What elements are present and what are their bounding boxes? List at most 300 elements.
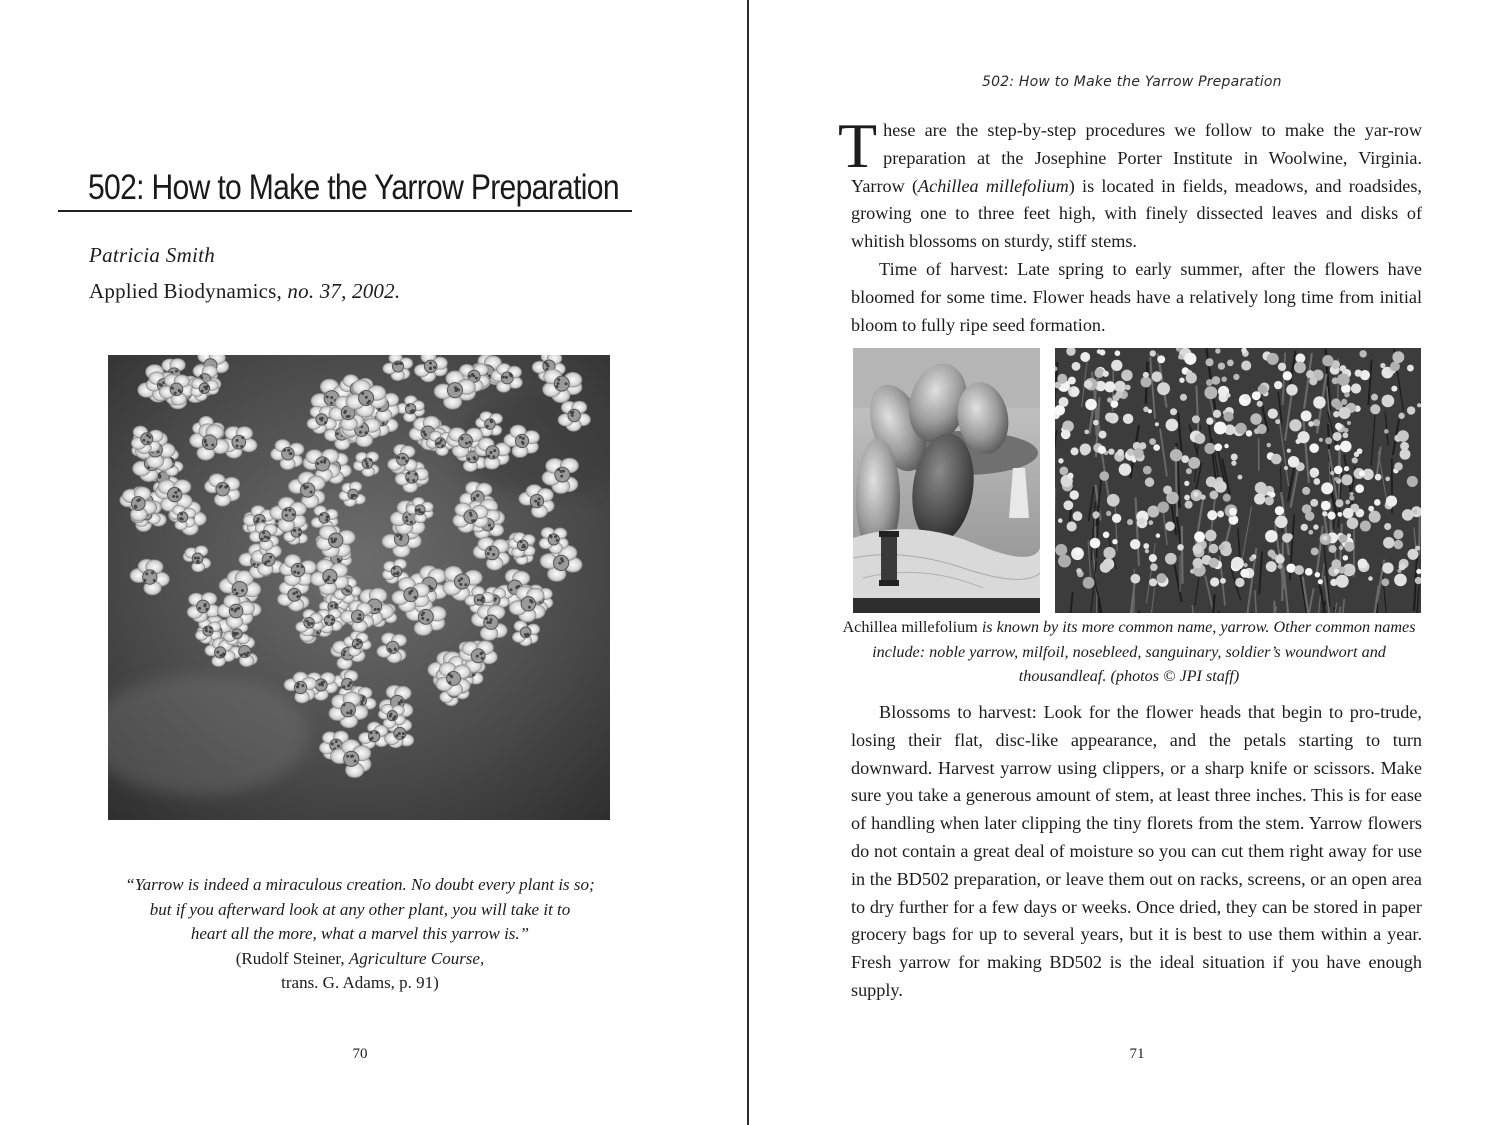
- field-blossom: [1417, 403, 1421, 407]
- field-blossom: [1313, 524, 1318, 529]
- field-blossom: [1157, 355, 1165, 363]
- field-blossom: [1184, 495, 1190, 501]
- field-blossom: [1059, 466, 1068, 475]
- yarrow-floret: [155, 480, 192, 512]
- field-blossom: [1330, 471, 1334, 475]
- field-blossom: [1322, 535, 1327, 540]
- field-blossom: [1282, 533, 1291, 542]
- field-blossom: [1341, 399, 1347, 405]
- field-blossom: [1214, 443, 1222, 451]
- field-blossom: [1061, 430, 1071, 440]
- field-blossom: [1278, 363, 1286, 371]
- field-blossom: [1381, 578, 1389, 586]
- field-blossom: [1153, 444, 1160, 451]
- field-blossom: [1308, 421, 1314, 427]
- field-blossom: [1243, 563, 1247, 567]
- time-of-harvest-label: Time of harvest:: [879, 258, 1009, 279]
- field-blossom: [1165, 522, 1175, 532]
- source-citation: [89, 279, 400, 304]
- field-blossom: [1121, 370, 1132, 381]
- field-blossom: [1359, 470, 1365, 476]
- field-blossom: [1335, 445, 1341, 451]
- field-blossom: [1240, 569, 1249, 578]
- field-blossom: [1184, 353, 1196, 365]
- field-blossom: [1335, 423, 1342, 430]
- field-blossom: [1067, 521, 1077, 531]
- field-blossom: [1333, 432, 1342, 441]
- field-blossom: [1340, 365, 1347, 372]
- field-blossom: [1252, 391, 1261, 400]
- field-blossom: [1349, 492, 1353, 496]
- field-blossom: [1093, 420, 1099, 426]
- drop-cap: T: [838, 110, 878, 181]
- intro-text-a: hese are the step-by-step procedures we follow to make the yar-row preparation at the Josephine Porter Institute in Woolwine, Virginia. Yarrow (: [851, 120, 1422, 196]
- field-blossom: [1223, 494, 1231, 502]
- field-blossom: [1357, 559, 1367, 569]
- field-blossom: [1393, 529, 1403, 539]
- field-blossom: [1270, 492, 1276, 498]
- stag-bladder-pouches-photo: [853, 348, 1040, 613]
- field-blossom: [1220, 578, 1226, 584]
- quote-line: but if you afterward look at any other plant, you will take it to: [149, 899, 571, 919]
- field-blossom: [1337, 373, 1350, 386]
- field-blossom: [1186, 372, 1197, 383]
- field-blossom: [1368, 576, 1373, 581]
- field-blossom: [1138, 517, 1145, 524]
- field-blossom: [1268, 408, 1278, 418]
- field-blossom: [1349, 495, 1354, 500]
- field-blossom: [1158, 501, 1170, 513]
- field-blossom: [1165, 553, 1177, 565]
- field-blossom: [1218, 362, 1225, 369]
- field-blossom: [1130, 539, 1140, 549]
- field-blossom: [1311, 548, 1319, 556]
- field-blossom: [1215, 348, 1220, 353]
- field-blossom: [1254, 493, 1265, 504]
- field-blossom: [1322, 511, 1327, 516]
- field-blossom: [1080, 444, 1091, 455]
- field-blossom: [1374, 499, 1381, 506]
- field-blossom: [1369, 511, 1381, 523]
- field-blossom: [1302, 487, 1310, 495]
- intro-paragraph: [838, 110, 1422, 339]
- field-blossom: [1105, 413, 1114, 422]
- field-blossom: [1319, 438, 1323, 442]
- title-rule: [58, 210, 632, 212]
- field-blossom: [1294, 361, 1306, 373]
- yarrow-floret: [512, 621, 539, 646]
- field-blossom: [1360, 521, 1371, 532]
- field-blossom: [1212, 376, 1221, 385]
- field-blossom: [1219, 544, 1225, 550]
- field-blossom: [1166, 419, 1179, 432]
- field-blossom: [1058, 555, 1071, 568]
- field-blossom: [1382, 395, 1395, 408]
- field-blossom: [1098, 446, 1106, 454]
- attribution-author: (Rudolf Steiner,: [235, 948, 349, 968]
- field-blossom: [1284, 466, 1288, 470]
- field-blossom: [1274, 381, 1282, 389]
- field-blossom: [1224, 444, 1228, 448]
- field-blossom: [1068, 377, 1076, 385]
- field-blossom: [1206, 358, 1214, 366]
- field-blossom: [1347, 421, 1351, 425]
- field-blossom: [1338, 567, 1345, 574]
- caption-text: is known by its more common name, yarrow. Other common names include: noble yarrow, milfoil, nosebleed, sanguinary, soldier’s woundwort and thousandleaf. (photos © JPI staff): [872, 618, 1416, 685]
- field-blossom: [1394, 574, 1407, 587]
- field-blossom: [1112, 539, 1117, 544]
- field-blossom: [1398, 413, 1404, 419]
- field-blossom: [1127, 519, 1133, 525]
- attribution-work: Agriculture Course,: [348, 948, 485, 968]
- yarrow-field-photo: [1055, 348, 1421, 613]
- field-blossom: [1192, 415, 1200, 423]
- field-blossom: [1205, 530, 1217, 542]
- field-blossom: [1244, 394, 1250, 400]
- blossoms-to-harvest-label: Blossoms to harvest:: [879, 702, 1037, 722]
- field-blossom: [1250, 413, 1262, 425]
- field-blossom: [1141, 377, 1152, 388]
- field-blossom: [1149, 554, 1157, 562]
- field-blossom: [1288, 456, 1299, 467]
- field-blossom: [1368, 506, 1374, 512]
- field-blossom: [1344, 392, 1349, 397]
- chapter-title: 502: How to Make the Yarrow Preparation: [88, 168, 619, 207]
- field-blossom: [1327, 512, 1335, 520]
- field-blossom: [1315, 572, 1320, 577]
- field-blossom: [1177, 544, 1183, 550]
- field-blossom: [1407, 365, 1414, 372]
- field-blossom: [1344, 542, 1354, 552]
- field-blossom: [1143, 466, 1152, 475]
- field-blossom: [1210, 577, 1219, 586]
- field-blossom: [1283, 371, 1292, 380]
- field-blossom: [1150, 563, 1158, 571]
- field-blossom: [1193, 492, 1198, 497]
- field-blossom: [1143, 543, 1149, 549]
- field-blossom: [1085, 399, 1097, 411]
- field-blossom: [1347, 517, 1359, 529]
- field-blossom: [1321, 501, 1331, 511]
- field-blossom: [1275, 419, 1280, 424]
- field-blossom: [1375, 474, 1382, 481]
- field-blossom: [1249, 556, 1254, 561]
- field-blossom: [1204, 386, 1217, 399]
- field-blossom: [1156, 533, 1160, 537]
- field-blossom: [1143, 372, 1149, 378]
- species-name: Achillea millefolium: [918, 175, 1069, 196]
- field-blossom: [1214, 481, 1226, 493]
- field-blossom: [1224, 412, 1234, 422]
- field-blossom: [1058, 518, 1063, 523]
- field-blossom: [1073, 511, 1083, 521]
- field-blossom: [1370, 404, 1380, 414]
- quote-attribution-detail: trans. G. Adams, p. 91): [281, 973, 439, 992]
- field-blossom: [1371, 394, 1378, 401]
- field-blossom: [1226, 393, 1231, 398]
- field-blossom: [1148, 520, 1153, 525]
- field-blossom: [1213, 410, 1221, 418]
- field-blossom: [1084, 430, 1089, 435]
- field-blossom: [1310, 471, 1317, 478]
- field-blossom: [1340, 441, 1352, 453]
- blossoms-to-harvest-text: Look for the flower heads that begin to pro-trude, losing their flat, disc-like appearance, and the petals starting to turn downward. Harvest yarrow using clippers, or a sharp knife or scissors. Make sure you take a generous amount of stem, at least three inches. This is for ease of handling when later clipping the tiny florets from the stem. Yarrow flowers do not contain a great deal of moisture so you can cut them right away for use in the BD502 preparation, or leave them out on racks, screens, or an open area to dry further for a few days or weeks. Once dried, they can be stored in paper grocery bags for up to several years, but it is best to use them within a year. Fresh yarrow for making BD502 is the ideal situation if you have enough supply.: [851, 702, 1422, 1000]
- field-blossom: [1150, 350, 1156, 356]
- field-blossom: [1241, 361, 1251, 371]
- field-blossom: [1106, 511, 1111, 516]
- field-blossom: [1188, 457, 1200, 469]
- field-blossom: [1123, 414, 1133, 424]
- field-blossom: [1306, 370, 1314, 378]
- field-blossom: [1382, 562, 1393, 573]
- field-blossom: [1287, 449, 1291, 453]
- field-blossom: [1170, 449, 1183, 462]
- field-blossom: [1231, 460, 1236, 465]
- page-number-left: 70: [352, 1046, 368, 1062]
- field-blossom: [1399, 563, 1406, 570]
- field-blossom: [1143, 407, 1149, 413]
- field-blossom: [1145, 477, 1154, 486]
- field-blossom: [1383, 537, 1394, 548]
- field-blossom: [1115, 350, 1121, 356]
- field-blossom: [1265, 530, 1278, 543]
- field-blossom: [1343, 555, 1348, 560]
- field-blossom: [1289, 419, 1301, 431]
- field-blossom: [1055, 544, 1067, 556]
- field-blossom: [1103, 532, 1110, 539]
- field-blossom: [1294, 565, 1304, 575]
- field-blossom: [1338, 534, 1347, 543]
- field-blossom: [1107, 494, 1120, 507]
- field-blossom: [1295, 439, 1300, 444]
- field-blossom: [1355, 370, 1362, 377]
- field-blossom: [1083, 577, 1095, 589]
- field-blossom: [1397, 430, 1409, 442]
- field-blossom: [1152, 371, 1163, 382]
- field-blossom: [1184, 481, 1189, 486]
- field-blossom: [1067, 473, 1073, 479]
- field-blossom: [1407, 476, 1418, 487]
- field-blossom: [1181, 455, 1189, 463]
- field-blossom: [1186, 468, 1192, 474]
- field-blossom: [1305, 568, 1313, 576]
- blossoms-paragraph: [851, 699, 1422, 1005]
- field-blossom: [1206, 417, 1213, 424]
- field-blossom: [1092, 511, 1099, 518]
- field-blossom: [1407, 406, 1415, 414]
- field-blossom: [1238, 475, 1243, 480]
- field-blossom: [1384, 429, 1389, 434]
- field-blossom: [1325, 437, 1332, 444]
- field-blossom: [1235, 423, 1246, 434]
- field-blossom: [1355, 484, 1364, 493]
- field-blossom: [1163, 485, 1172, 494]
- field-blossom: [1339, 407, 1351, 419]
- field-blossom: [1117, 449, 1124, 456]
- field-blossom: [1235, 578, 1244, 587]
- field-blossom: [1233, 374, 1239, 380]
- field-blossom: [1185, 501, 1193, 509]
- field-blossom: [1336, 575, 1349, 588]
- field-blossom: [1194, 531, 1205, 542]
- field-blossom: [1313, 478, 1320, 485]
- field-blossom: [1275, 506, 1284, 515]
- field-blossom: [1207, 510, 1217, 520]
- field-blossom: [1309, 377, 1317, 385]
- field-blossom: [1392, 351, 1404, 363]
- field-blossom: [1209, 558, 1219, 568]
- field-blossom: [1339, 546, 1343, 550]
- field-blossom: [1386, 495, 1397, 506]
- field-blossom: [1271, 454, 1282, 465]
- field-blossom: [1103, 547, 1115, 559]
- source-details: no. 37, 2002.: [281, 279, 401, 303]
- field-blossom: [1149, 578, 1157, 586]
- field-blossom: [1221, 377, 1226, 382]
- field-blossom: [1301, 524, 1308, 531]
- field-blossom: [1178, 354, 1183, 359]
- field-blossom: [1090, 538, 1101, 549]
- field-blossom: [1333, 411, 1339, 417]
- field-blossom: [1113, 394, 1120, 401]
- field-blossom: [1394, 540, 1403, 549]
- field-blossom: [1391, 386, 1397, 392]
- field-blossom: [1099, 471, 1109, 481]
- field-blossom: [1347, 533, 1351, 537]
- field-blossom: [1194, 433, 1205, 444]
- field-blossom: [1310, 499, 1318, 507]
- field-blossom: [1313, 419, 1320, 426]
- field-blossom: [1334, 477, 1338, 481]
- photo-caption: [829, 615, 1429, 689]
- field-blossom: [1099, 431, 1107, 439]
- field-blossom: [1275, 555, 1284, 564]
- field-blossom: [1321, 482, 1333, 494]
- field-blossom: [1229, 508, 1237, 516]
- field-blossom: [1266, 561, 1277, 572]
- field-blossom: [1231, 454, 1238, 461]
- field-blossom: [1179, 377, 1184, 382]
- field-blossom: [1227, 360, 1234, 367]
- field-blossom: [1125, 385, 1131, 391]
- field-blossom: [1341, 474, 1352, 485]
- field-blossom: [1108, 448, 1114, 454]
- field-blossom: [1344, 466, 1349, 471]
- field-blossom: [1334, 568, 1339, 573]
- field-blossom: [1214, 422, 1227, 435]
- intro-text-b: ) is located in fields, meadows, and roadsides, growing one to three feet high, with finely dissected leaves and disks of whitish blossoms on sturdy, stiff stems.: [851, 175, 1422, 252]
- field-blossom: [1231, 557, 1244, 570]
- field-blossom: [1354, 452, 1359, 457]
- field-blossom: [1100, 562, 1111, 573]
- field-blossom: [1343, 508, 1354, 519]
- field-blossom: [1157, 573, 1167, 583]
- field-blossom: [1344, 428, 1349, 433]
- field-blossom: [1351, 383, 1361, 393]
- field-blossom: [1313, 396, 1325, 408]
- field-blossom: [1104, 381, 1115, 392]
- field-blossom: [1265, 496, 1274, 505]
- field-blossom: [1070, 490, 1079, 499]
- field-blossom: [1301, 410, 1312, 421]
- field-blossom: [1058, 458, 1063, 463]
- field-blossom: [1080, 352, 1090, 362]
- field-blossom: [1200, 494, 1205, 499]
- field-blossom: [1267, 443, 1271, 447]
- field-blossom: [1322, 355, 1333, 366]
- field-blossom: [1075, 548, 1082, 555]
- running-head: 502: How to Make the Yarrow Preparation: [982, 74, 1282, 90]
- field-blossom: [1072, 362, 1081, 371]
- field-blossom: [1286, 563, 1295, 572]
- field-blossom: [1257, 401, 1263, 407]
- field-blossom: [1145, 549, 1149, 553]
- yarrow-heart-photo: [108, 355, 610, 820]
- field-blossom: [1286, 384, 1297, 395]
- field-blossom: [1155, 422, 1159, 426]
- field-blossom: [1204, 443, 1215, 454]
- field-blossom: [1335, 499, 1343, 507]
- field-blossom: [1071, 387, 1080, 396]
- field-blossom: [1112, 514, 1121, 523]
- source-title: Applied Biodynamics,: [89, 279, 282, 303]
- field-blossom: [1394, 462, 1402, 470]
- field-blossom: [1246, 430, 1253, 437]
- quote-line: “Yarrow is indeed a miraculous creation. No doubt every plant is so;: [125, 875, 595, 894]
- field-blossom: [1255, 482, 1267, 494]
- field-blossom: [1192, 558, 1202, 568]
- right-page: [749, 0, 1500, 1125]
- field-blossom: [1308, 530, 1313, 535]
- time-of-harvest-text: Late spring to early summer, after the flowers have bloomed for some time. Flower heads have a relatively long time from initial bloom to fully ripe seed formation.: [851, 258, 1422, 335]
- field-blossom: [1084, 380, 1093, 389]
- page-number-right: 71: [1129, 1046, 1145, 1062]
- field-blossom: [1132, 458, 1137, 463]
- steiner-quote: [60, 873, 660, 996]
- field-blossom: [1277, 564, 1282, 569]
- field-blossom: [1180, 394, 1187, 401]
- field-blossom: [1318, 579, 1323, 584]
- field-blossom: [1384, 523, 1391, 530]
- field-blossom: [1071, 447, 1079, 455]
- field-blossom: [1352, 457, 1358, 463]
- field-blossom: [1114, 381, 1126, 393]
- field-blossom: [1063, 500, 1073, 510]
- field-blossom: [1254, 428, 1260, 434]
- author-name: Patricia Smith: [89, 243, 216, 267]
- field-blossom: [1130, 574, 1140, 584]
- field-blossom: [1217, 511, 1224, 518]
- field-blossom: [1415, 546, 1420, 551]
- field-blossom: [1267, 353, 1279, 365]
- field-blossom: [1380, 363, 1385, 368]
- quote-line: heart all the more, what a marvel this yarrow is.”: [190, 924, 530, 943]
- left-page: [0, 0, 747, 1125]
- field-blossom: [1107, 397, 1112, 402]
- field-blossom: [1385, 477, 1390, 482]
- field-blossom: [1337, 512, 1342, 517]
- field-blossom: [1209, 544, 1219, 554]
- field-blossom: [1345, 500, 1350, 505]
- field-blossom: [1334, 466, 1343, 475]
- field-blossom: [1102, 371, 1108, 377]
- caption-species: Achillea millefolium: [842, 618, 978, 636]
- field-blossom: [1268, 550, 1276, 558]
- field-blossom: [1305, 511, 1314, 520]
- field-blossom: [1329, 545, 1337, 553]
- field-blossom: [1076, 568, 1082, 574]
- field-blossom: [1157, 382, 1170, 395]
